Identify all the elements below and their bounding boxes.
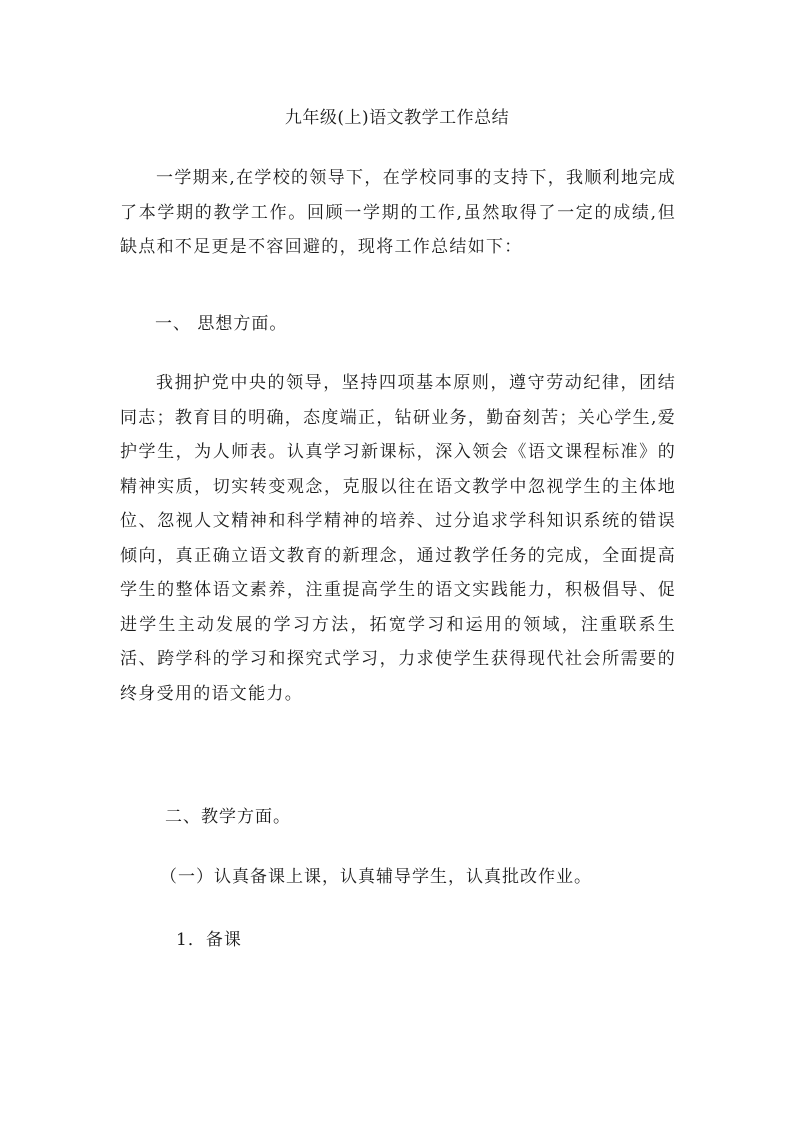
section1-heading: 一、 思想方面。	[155, 314, 288, 334]
intro-paragraph: 一学期来,在学校的领导下，在学校同事的支持下，我顺利地完成了本学期的教学工作。回顾一学期的工作,虽然取得了一定的成绩,但缺点和不足更是不容回避的，现将工作总结如下：	[120, 168, 676, 257]
subsection1-heading: （一）认真备课上课，认真辅导学生，认真批改作业。	[160, 867, 592, 887]
section1-body-paragraph: 我拥护党中央的领导，坚持四项基本原则，遵守劳动纪律，团结同志；教育目的明确，态度端正，钻研业务，勤奋刻苦；关心学生,爱护学生，为人师表。认真学习新课标，深入领会《语文课程标准》的精神实质，切实转变观念，克服以往在语文教学中忽视学生的主体地位、忽视人文精神和科学精神的培养、过分追求学科知识系统的错误倾向，真正确立语文教育的新理念，通过教学任务的完成，全面提高学生的整体语文素养，注重提高学生的语文实践能力，积极倡导、促进学生主动发展的学习方法，拓宽学习和运用的领域，注重联系生活、跨学科的学习和探究式学习，力求使学生获得现代社会所需要的终身受用的语文能力。	[120, 373, 676, 704]
section2-heading: 二、教学方面。	[165, 807, 291, 827]
document-title: 九年级(上)语文教学工作总结	[284, 108, 510, 128]
item1-heading: 1．备课	[176, 930, 242, 950]
